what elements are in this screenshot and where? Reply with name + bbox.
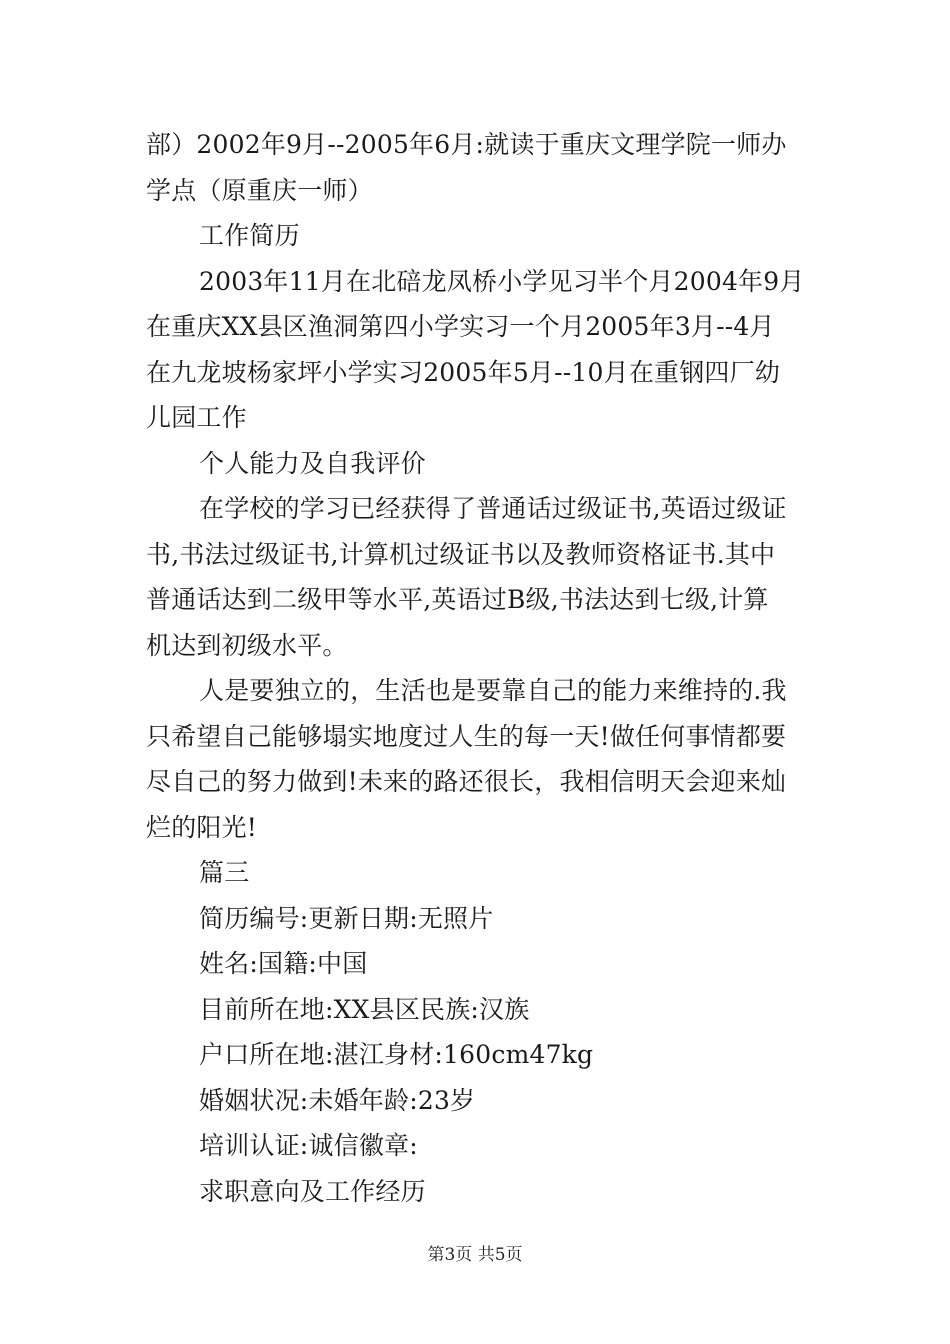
text-line: 部）2002年9月--2005年6月:就读于重庆文理学院一师办 — [146, 130, 787, 159]
text-line: 工作简历 — [199, 221, 300, 250]
text-line: 求职意向及工作经历 — [199, 1176, 426, 1206]
text-line: 户口所在地:湛江身材:160cm47kg — [199, 1040, 594, 1069]
text-line: 培训认证:诚信徽章: — [199, 1131, 418, 1160]
text-line: 在重庆XX县区渔洞第四小学实习一个月2005年3月--4月 — [146, 312, 775, 341]
text-line: 人是要独立的，生活也是要靠自己的能力来维持的.我 — [199, 676, 787, 705]
text-line: 儿园工作 — [146, 403, 247, 432]
text-line: 只希望自己能够塌实地度过人生的每一天!做任何事情都要 — [146, 721, 787, 751]
text-line: 篇三 — [199, 858, 250, 887]
text-line: 婚姻状况:未婚年龄:23岁 — [199, 1085, 476, 1115]
text-line: 学点（原重庆一师） — [146, 175, 373, 205]
text-line: 烂的阳光! — [146, 812, 258, 842]
text-line: 2003年11月在北碚龙凤桥小学见习半个月2004年9月 — [199, 266, 805, 296]
page-footer: 第3页 共5页 — [427, 1245, 523, 1265]
text-line: 书,书法过级证书,计算机过级证书以及教师资格证书.其中 — [146, 539, 776, 569]
text-line: 在学校的学习已经获得了普通话过级证书,英语过级证 — [199, 494, 787, 523]
text-line: 机达到初级水平。 — [146, 630, 348, 660]
text-line: 目前所在地:XX县区民族:汉族 — [199, 994, 530, 1024]
text-line: 简历编号:更新日期:无照片 — [199, 903, 494, 933]
text-line: 个人能力及自我评价 — [199, 448, 426, 478]
text-line: 在九龙坡杨家坪小学实习2005年5月--10月在重钢四厂幼 — [146, 357, 781, 387]
text-line: 姓名:国籍:中国 — [199, 949, 368, 978]
text-line: 尽自己的努力做到!未来的路还很长，我相信明天会迎来灿 — [146, 767, 787, 796]
document-body — [146, 122, 810, 1214]
text-line: 普通话达到二级甲等水平,英语过B级,书法达到七级,计算 — [146, 585, 769, 614]
